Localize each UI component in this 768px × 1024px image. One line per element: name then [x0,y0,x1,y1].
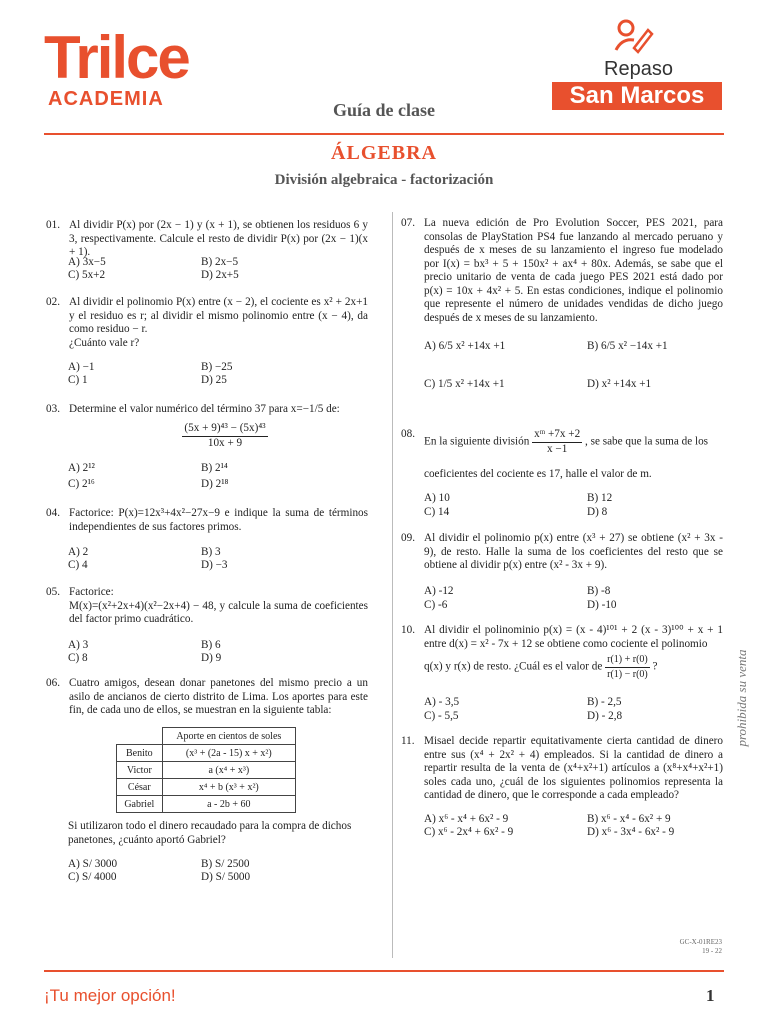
question-08-followup [424,468,724,482]
footer-divider [44,970,724,972]
options-10 [424,696,724,726]
question-07 [401,217,723,325]
option-b[interactable]: B) −25 [201,361,233,373]
question-text-after: , se sabe que la suma de los [585,435,709,448]
question-09 [401,532,723,573]
fraction-denominator: x −1 [547,442,568,455]
table-header: Aporte en cientos de soles [162,728,295,745]
repaso-label: Repaso [604,58,673,80]
option-d[interactable]: D) x² +14x +1 [587,378,652,390]
options-11 [424,813,724,843]
question-number: 07. [401,217,415,229]
question-text: Misael decide repartir equitativamente cierta cantidad de dinero entre sus (x⁴ + 2x² + 4) empleados. Si la cantidad de dinero a repartir resulta de la venta de (x⁴+x²+1) artículos a (x⁸+x⁴+x²+1) soles cada uno, ¿cuál de los siguientes polinomios representa la cantidad de dinero, que le corresponde a cada empleado? [424,735,723,801]
option-c[interactable]: C) -6 [424,599,448,611]
table-cell-value: a (x⁴ + x³) [162,762,295,779]
table-cell-value: a - 2b + 60 [162,796,295,813]
question-number: 09. [401,532,415,544]
options-09 [424,585,724,615]
option-d[interactable]: D) -10 [587,599,617,611]
option-d[interactable]: D) 2¹⁸ [201,478,229,490]
question-text: Al dividir el polinominio p(x) = (x - 4)¹⁰¹ + 2 (x - 3)¹⁰⁰ + x + 1 entre d(x) = x² - 7x + 12 se obtiene como cociente el polinomio [424,624,723,650]
option-d[interactable]: D) x⁶ - 3x⁴ - 6x² - 9 [587,826,675,838]
option-b[interactable]: B) -8 [587,585,611,597]
question-10 [401,624,723,681]
options-04 [68,546,368,576]
guide-title: Guía de clase [333,100,435,120]
option-a[interactable]: A) 2 [68,546,89,558]
question-03 [46,403,368,417]
trilce-logo: Trilce [44,24,189,91]
question-text: Al dividir P(x) por (2x − 1) y (x + 1), se obtienen los residuos 6 y 3, respectivamente. Calcule el resto de dividir P(x) por (2x − 1)(x + 1). [69,219,368,258]
option-a[interactable]: A) −1 [68,361,95,373]
table-cell-value: x⁴ + b (x³ + x²) [162,779,295,796]
table-row [117,762,296,779]
question-04 [46,507,368,534]
question-text: Factorice: P(x)=12x³+4x²−27x−9 e indique la suma de términos independientes de sus factores primos. [69,507,368,533]
page-number: 1 [706,986,715,1005]
options-02 [68,361,368,391]
option-c[interactable]: C) 1/5 x² +14x +1 [424,378,505,390]
question-number: 04. [46,507,60,519]
option-c[interactable]: C) 1 [68,374,88,386]
table-cell-value: (x³ + (2a - 15) x + x²) [162,745,295,762]
option-a[interactable]: A) - 3,5 [424,696,460,708]
options-08 [424,492,724,522]
option-b[interactable]: B) 3 [201,546,221,558]
option-d[interactable]: D) 8 [587,506,608,518]
option-d[interactable]: D) −3 [201,559,228,571]
question-text: La nueva edición de Pro Evolution Soccer, PES 2021, para consolas de PlayStation PS4 fue lanzando al mercado peruano y después de x meses de su lanzamiento el ingreso fue modelado por I(x) = bx³ + 5 + 150x² + ax⁴ + 80x. Además, se sabe que el precio unitario de venta de cada juego PES 2021 está dado por p(x) = 10x + 4x² + 5. En estas condiciones, indique el polinomio que represente el número de unidades vendidas de dicho juego después de x meses de su lanzamiento. [424,217,723,324]
question-number: 06. [46,677,60,689]
option-c[interactable]: C) x⁶ - 2x⁴ + 6x² - 9 [424,826,514,838]
fraction-denominator: r(1) − r(0) [607,668,648,680]
academia-logo-text: ACADEMIA [48,88,164,110]
option-c[interactable]: C) S/ 4000 [68,871,117,883]
question-text: Al dividir el polinomio p(x) entre (x³ + 27) se obtiene (x² + 3x - 9), de resto. Halle la suma de los coeficientes del resto que se obtiene al dividir p(x) entre (x² - 3x + 9). [424,532,723,571]
question-text-after: ? [652,660,658,673]
question-number: 08. [401,428,415,440]
fraction-numerator: (5x + 9)⁴³ − (5x)⁴³ [182,422,267,437]
person-pencil-icon [612,16,656,56]
option-a[interactable]: A) x⁶ - x⁴ + 6x² - 9 [424,813,509,825]
option-d[interactable]: D) - 2,8 [587,710,623,722]
table-row [117,745,296,762]
question-text: Al dividir el polinomio P(x) entre (x − 2), el cociente es x² + 2x+1 y el residuo es r; al dividir el mismo polinomio entre (x − 4), da como residuo − r. [69,296,368,335]
option-d[interactable]: D) 25 [201,374,227,386]
header-divider [44,133,724,135]
option-b[interactable]: B) 6/5 x² −14x +1 [587,340,668,352]
option-b[interactable]: B) 2x−5 [201,256,239,268]
question-text: Cuatro amigos, desean donar panetones del mismo precio a un asilo de ancianos de cierto distrito de Lima. Los aportes para este fin, de cada uno de ellos, se muestran en la siguiente tabla: [69,677,368,716]
option-a[interactable]: A) 10 [424,492,450,504]
question-number: 10. [401,624,415,636]
question-number: 01. [46,219,60,231]
question-03-fraction [150,422,300,450]
table-row [117,796,296,813]
table-row [117,779,296,796]
table-corner [117,728,163,745]
question-text-2: Si utilizaron todo el dinero recaudado para la compra de dichos panetones, ¿cuánto aportó Gabriel? [68,820,352,846]
table-cell-name: Gabriel [117,796,163,813]
options-03 [68,462,368,492]
question-number: 02. [46,296,60,308]
question-number: 11. [401,735,415,747]
option-a[interactable]: A) 3x−5 [68,256,106,268]
question-text-2: ¿Cuánto vale r? [69,336,140,349]
option-c[interactable]: C) 2¹⁶ [68,478,95,490]
question-text-pre: q(x) y r(x) de resto. ¿Cuál es el valor de [424,660,603,673]
document-code [660,938,722,956]
option-b[interactable]: B) 2¹⁴ [201,462,228,474]
not-for-sale-notice: prohibida su venta [734,649,749,747]
table-cell-name: Victor [117,762,163,779]
question-text: Factorice: [69,586,114,598]
option-c[interactable]: C) 14 [424,506,450,518]
table-cell-name: César [117,779,163,796]
option-a[interactable]: A) 3 [68,639,89,651]
options-07 [424,340,724,406]
option-c[interactable]: C) 5x+2 [68,269,106,281]
column-divider [392,212,393,958]
options-06 [68,858,368,888]
question-text: Determine el valor numérico del término 37 para x=−1/5 de: [69,403,340,415]
option-b[interactable]: B) x⁶ - x⁴ - 6x² + 9 [587,813,671,825]
code-line-1: GC-X-01RE23 [679,938,722,946]
option-a[interactable]: A) 2¹² [68,462,95,474]
option-a[interactable]: A) -12 [424,585,454,597]
option-c[interactable]: C) 4 [68,559,88,571]
table-header-row [117,728,296,745]
question-number: 05. [46,586,60,598]
option-c[interactable]: C) - 5,5 [424,710,459,722]
subject-title: ÁLGEBRA [331,142,437,164]
fraction-numerator: r(1) + r(0) [605,653,650,668]
question-number: 03. [46,403,60,415]
option-a[interactable]: A) S/ 3000 [68,858,118,870]
question-11 [401,735,723,803]
question-text: En la siguiente división [424,435,530,448]
question-06 [46,677,368,718]
option-b[interactable]: B) S/ 2500 [201,858,250,870]
option-d[interactable]: D) S/ 5000 [201,871,251,883]
question-text-2: M(x)=(x²+2x+4)(x²−2x+4) − 48, y calcule la suma de coeficientes del factor primo cuadrático. [69,599,368,625]
san-marcos-badge: San Marcos [552,82,722,110]
question-text-2: coeficientes del cociente es 17, halle el valor de m. [424,468,652,480]
fraction-denominator: 10x + 9 [207,436,243,449]
footer-slogan: ¡Tu mejor opción! [44,986,176,1005]
option-b[interactable]: B) - 2,5 [587,696,622,708]
question-08 [401,428,723,456]
question-02 [46,296,368,350]
option-d[interactable]: D) 2x+5 [201,269,239,281]
question-01 [46,219,368,260]
contributions-table [116,727,296,813]
options-01 [68,256,368,286]
option-b[interactable]: B) 12 [587,492,613,504]
fraction-numerator: xᵐ +7x +2 [532,428,582,443]
option-c[interactable]: C) 8 [68,652,88,664]
option-b[interactable]: B) 6 [201,639,221,651]
question-06-followup [68,820,368,847]
code-line-2: 19 - 22 [702,947,722,955]
options-05 [68,639,368,669]
option-d[interactable]: D) 9 [201,652,222,664]
table-cell-name: Benito [117,745,163,762]
option-a[interactable]: A) 6/5 x² +14x +1 [424,340,506,352]
question-05 [46,586,368,627]
topic-subtitle: División algebraica - factorización [274,172,494,188]
